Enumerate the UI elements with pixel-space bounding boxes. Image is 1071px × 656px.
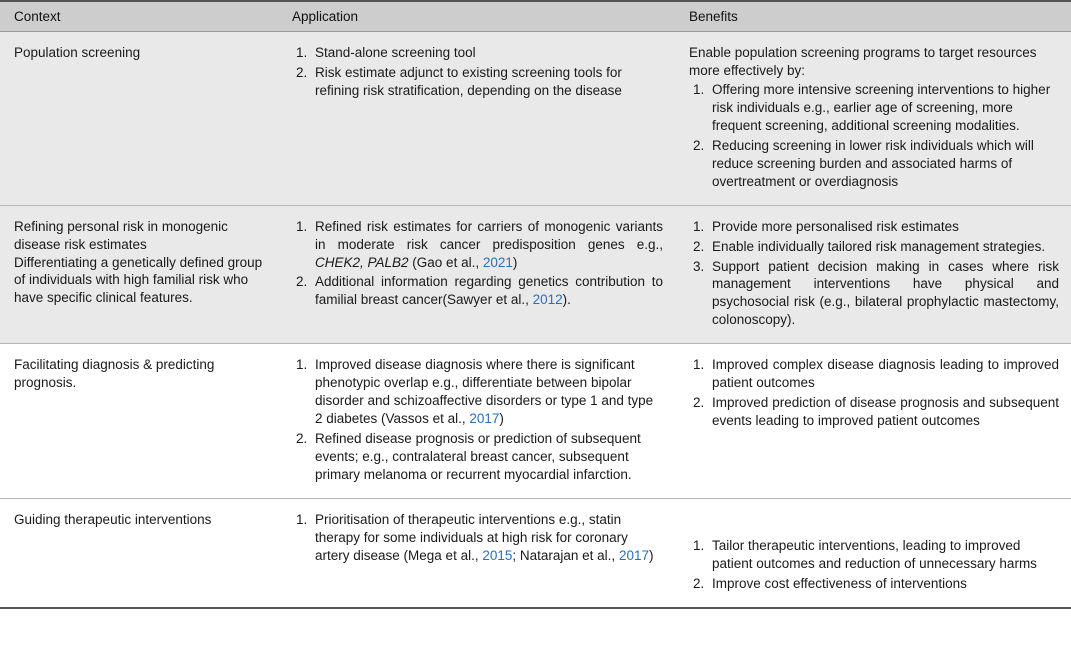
cell-benefits: [675, 344, 1071, 499]
item-text-post: ): [512, 254, 518, 270]
list-item: [311, 273, 663, 309]
cell-context: [0, 205, 278, 344]
gene-names: CHEK2, PALB2: [315, 254, 409, 270]
cell-benefits: [675, 205, 1071, 344]
column-header-application: Application: [278, 1, 675, 32]
column-header-context: Context: [0, 1, 278, 32]
cell-application: [278, 32, 675, 206]
item-text-mid: (Gao et al.,: [408, 254, 483, 270]
item-text-post: ): [648, 547, 654, 563]
benefits-list: [689, 537, 1059, 593]
list-item: 2. Risk estimate adjunct to existing screening tools for refining risk stratification, depending on the disease: [311, 64, 663, 100]
citation-link[interactable]: 2012: [532, 292, 563, 308]
cell-application: [278, 499, 675, 608]
table-header-row: [0, 1, 1071, 32]
context-text: Guiding therapeutic interventions: [14, 512, 212, 528]
benefits-list: [689, 356, 1059, 430]
citation-link-secondary[interactable]: 2017: [618, 547, 649, 563]
list-item: [311, 511, 663, 565]
item-text-post: ).: [562, 292, 571, 308]
list-item: 2. Enable individually tailored risk management strategies.: [708, 238, 1059, 256]
application-list: [292, 511, 663, 565]
benefits-list: [689, 81, 1059, 191]
table-row: [0, 205, 1071, 344]
list-item: [311, 218, 663, 272]
list-item: 1. Stand-alone screening tool: [311, 44, 663, 62]
context-text: Population screening: [14, 45, 141, 60]
context-text-secondary: Differentiating a genetically defined group of individuals with high familial risk who have specific clinical features.: [14, 254, 263, 306]
citation-link[interactable]: 2017: [469, 411, 500, 427]
table-header: [0, 1, 1071, 32]
application-list: [292, 44, 663, 100]
context-text: Facilitating diagnosis & predicting prognosis.: [14, 357, 215, 391]
item-text-post: ): [499, 411, 504, 427]
application-list: [292, 218, 663, 310]
benefits-list: [689, 218, 1059, 330]
item-text-pre: Improved disease diagnosis where there is significant phenotypic overlap e.g., differentiate between bipolar disorder and schizoaffective disorders or type 1 and type 2 diabetes (Vassos et al.,: [315, 357, 654, 427]
item-text-pre: Prioritisation of therapeutic interventions e.g., statin therapy for some individuals at high risk for coronary artery disease (Mega et al.,: [315, 512, 628, 563]
table-row: [0, 32, 1071, 206]
citation-link[interactable]: 2021: [482, 254, 513, 270]
list-item: 1. Tailor therapeutic interventions, leading to improved patient outcomes and reduction of unnecessary harms: [708, 537, 1059, 573]
cell-context: [0, 32, 278, 206]
list-item: 2. Reducing screening in lower risk individuals which will reduce screening burden and associated harms of overtreatment or overdiagnosis: [708, 137, 1059, 191]
application-list: [292, 356, 663, 484]
cell-benefits: [675, 32, 1071, 206]
list-item: 3. Support patient decision making in cases where risk management interventions have physical and psychosocial risk (e.g., bilateral prophylactic mastectomy, colonoscopy).: [708, 258, 1059, 330]
list-item: [311, 430, 663, 484]
list-item: [311, 356, 663, 428]
cell-context: [0, 499, 278, 608]
item-text-mid: ; Natarajan et al.,: [512, 547, 619, 563]
list-item: 2. Improve cost effectiveness of interventions: [708, 575, 1059, 593]
list-item: 1. Improved complex disease diagnosis leading to improved patient outcomes: [708, 356, 1059, 392]
cell-application: [278, 205, 675, 344]
cell-application: [278, 344, 675, 499]
context-text-primary: Refining personal risk in monogenic disease risk estimates: [14, 218, 228, 252]
list-item: 1. Offering more intensive screening interventions to higher risk individuals e.g., earlier age of screening, more frequent screening, additional screening modalities.: [708, 81, 1059, 135]
citation-link[interactable]: 2015: [482, 547, 513, 563]
cell-context: [0, 344, 278, 499]
item-text-pre: Refined disease prognosis or prediction of subsequent events; e.g., contralateral breast cancer, subsequent primary melanoma or recurrent myocardial infarction.: [315, 431, 641, 483]
column-header-benefits: Benefits: [675, 1, 1071, 32]
table-body: [0, 32, 1071, 608]
list-item: 1. Provide more personalised risk estimates: [708, 218, 1059, 236]
item-text-pre: Refined risk estimates for carriers of monogenic variants in moderate risk cancer predisposition genes e.g.,: [315, 218, 663, 252]
cell-benefits: [675, 499, 1071, 608]
table-row: [0, 344, 1071, 499]
list-item: 2. Improved prediction of disease prognosis and subsequent events leading to improved patient outcomes: [708, 394, 1059, 430]
table-row: [0, 499, 1071, 608]
benefits-lead-text: Enable population screening programs to target resources more effectively by:: [689, 45, 1037, 78]
item-text-pre: Additional information regarding genetics contribution to familial breast cancer(Sawyer et al.,: [315, 274, 663, 308]
